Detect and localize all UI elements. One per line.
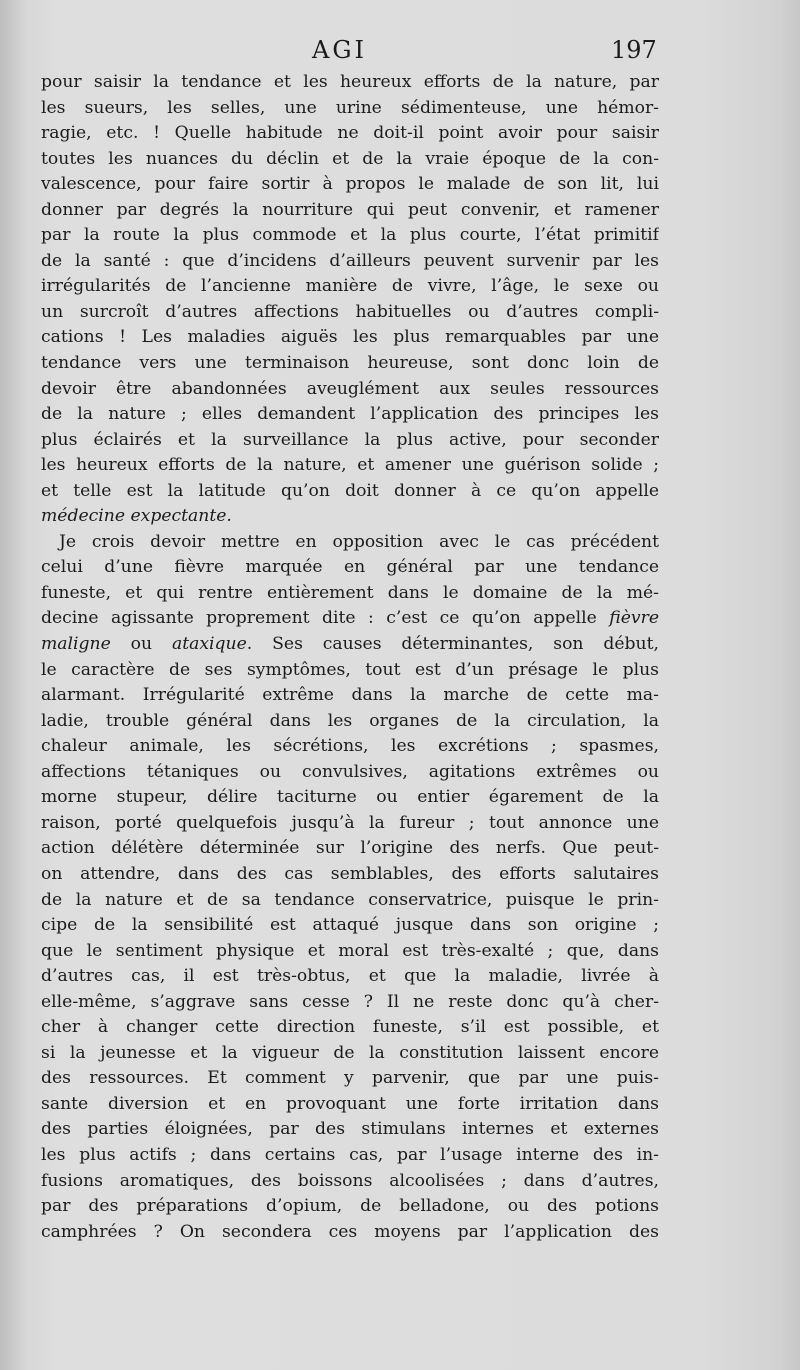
text-line: irrégularités de l’ancienne manière de vivre, l’âge, le sexe ou [41, 276, 659, 297]
italic-term: ataxique [171, 634, 247, 655]
text-line: Je crois devoir mettre en opposition avec le cas précédent [59, 531, 659, 552]
body-text [41, 70, 659, 1245]
text-line: plus éclairés et la surveillance la plus active, pour seconder [41, 429, 659, 450]
text-line: ragie, etc. ! Quelle habitude ne doit-il point avoir pour saisir [41, 123, 659, 144]
text-line: valescence, pour faire sortir à propos le malade de son lit, lui [41, 174, 659, 195]
text-line: ladie, trouble général dans les organes de la circulation, la [41, 710, 659, 731]
italic-term: fièvre [609, 608, 659, 629]
text-line: funeste, et qui rentre entièrement dans le domaine de la mé- [41, 582, 659, 603]
page-header [0, 36, 800, 68]
text-line: cher à changer cette direction funeste, s’il est possible, et [41, 1017, 659, 1038]
text-line: fusions aromatiques, des boissons alcoolisées ; dans d’autres, [41, 1170, 659, 1191]
text-line: camphrées ? On secondera ces moyens par l’application des [41, 1221, 659, 1242]
text-line: le caractère de ses symptômes, tout est d’un présage le plus [41, 659, 659, 680]
text-line: par la route la plus commode et la plus courte, l’état primitif [41, 225, 659, 246]
text-line: des ressources. Et comment y parvenir, que par une puis- [41, 1068, 659, 1089]
text-line: les sueurs, les selles, une urine sédimenteuse, une hémor- [41, 97, 659, 118]
text-line: si la jeunesse et la vigueur de la constitution laissent encore [41, 1042, 659, 1063]
text-line: affections tétaniques ou convulsives, agitations extrêmes ou [41, 761, 659, 782]
text-line: et telle est la latitude qu’on doit donner à ce qu’on appelle [41, 480, 659, 501]
text-line: on attendre, dans des cas semblables, des efforts salutaires [41, 863, 659, 884]
text-line: elle-même, s’aggrave sans cesse ? Il ne reste donc qu’à cher- [41, 991, 659, 1012]
text-line: cipe de la sensibilité est attaqué jusque dans son origine ; [41, 915, 659, 936]
text-line: les heureux efforts de la nature, et amener une guérison solide ; [41, 455, 659, 476]
text-line: alarmant. Irrégularité extrême dans la marche de cette ma- [41, 685, 659, 706]
text-line: de la nature et de sa tendance conservatrice, puisque le prin- [41, 889, 659, 910]
text-line: des parties éloignées, par des stimulans internes et externes [41, 1119, 659, 1140]
text-line: toutes les nuances du déclin et de la vraie époque de la con- [41, 148, 659, 169]
text-line: chaleur animale, les sécrétions, les excrétions ; spasmes, [41, 736, 659, 757]
text-line: donner par degrés la nourriture qui peut convenir, et ramener [41, 199, 659, 220]
text-line: celui d’une fièvre marquée en général par une tendance [41, 557, 659, 578]
text-line: tendance vers une terminaison heureuse, sont donc loin de [41, 353, 659, 374]
italic-term: maligne [41, 634, 111, 655]
text-line: raison, porté quelquefois jusqu’à la fureur ; tout annonce une [41, 812, 659, 833]
text-line: d’autres cas, il est très-obtus, et que la maladie, livrée à [41, 966, 659, 987]
text-line: les plus actifs ; dans certains cas, par l’usage interne des in- [41, 1144, 659, 1165]
text-line: pour saisir la tendance et les heureux efforts de la nature, par [41, 72, 659, 92]
text-line: maligne ou ataxique. Ses causes déterminantes, son début, [41, 634, 659, 655]
text-line: de la nature ; elles demandent l’application des principes les [41, 404, 659, 425]
text-line: decine agissante proprement dite : c’est ce qu’on appelle fièvre [41, 608, 659, 629]
running-title: AGI [312, 36, 367, 64]
page-number: 197 [611, 36, 657, 64]
text-line: cations ! Les maladies aiguës les plus remarquables par une [41, 327, 659, 348]
text-line: un surcroît d’autres affections habituelles ou d’autres compli- [41, 301, 659, 322]
text-line: que le sentiment physique et moral est très-exalté ; que, dans [41, 940, 659, 961]
text-line: par des préparations d’opium, de belladone, ou des potions [41, 1196, 659, 1217]
text-line: de la santé : que d’incidens d’ailleurs peuvent survenir par les [41, 250, 659, 271]
text-line: devoir être abandonnées aveuglément aux seules ressources [41, 378, 659, 399]
text-line: médecine expectante. [41, 506, 232, 527]
text-line: action délétère déterminée sur l’origine des nerfs. Que peut- [41, 838, 659, 859]
text-line: sante diversion et en provoquant une forte irritation dans [41, 1093, 659, 1114]
text-line: morne stupeur, délire taciturne ou entier égarement de la [41, 787, 659, 808]
